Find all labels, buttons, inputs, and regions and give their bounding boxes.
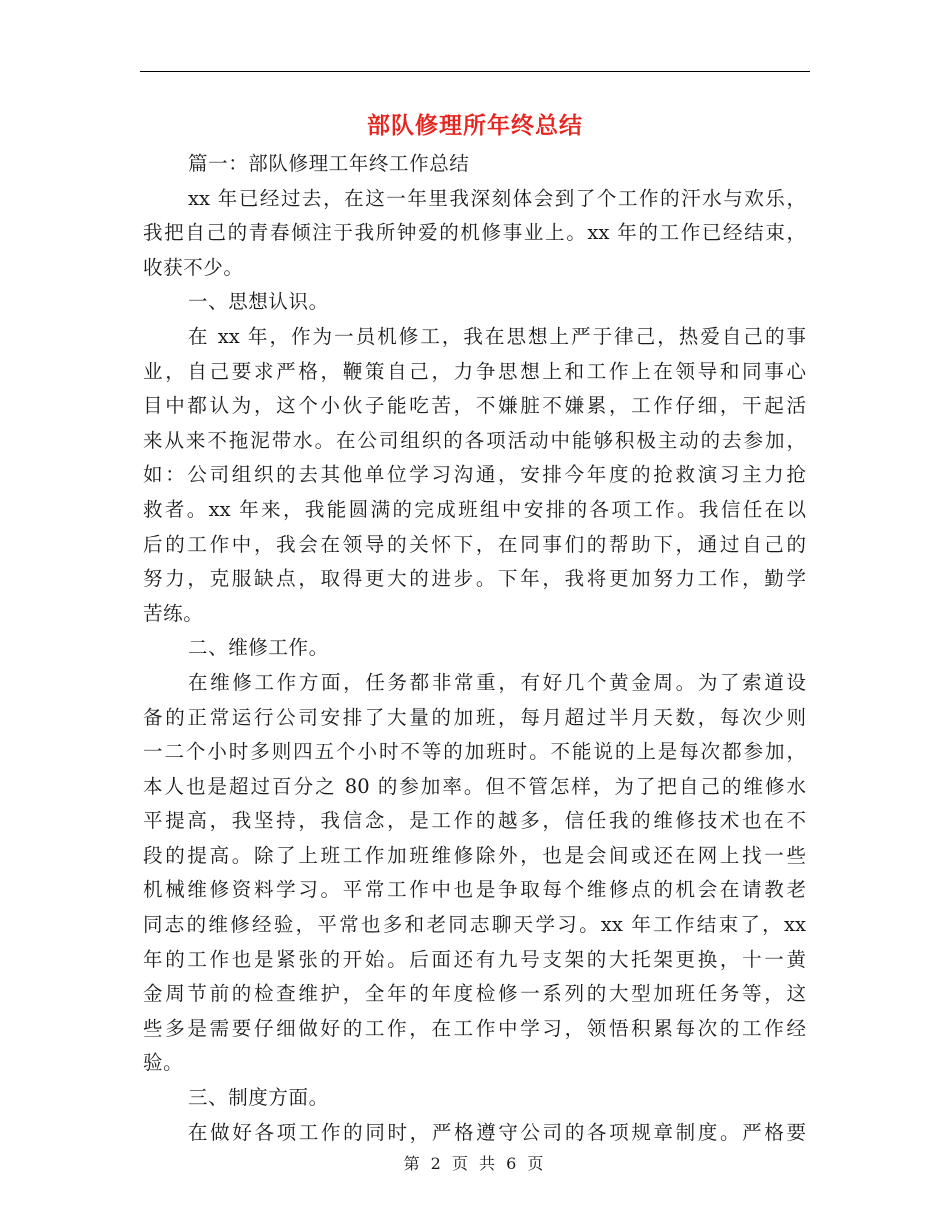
body-line: 本人也是超过百分之 80 的参加率。但不管怎样，为了把自己的维修水 bbox=[143, 774, 806, 798]
section-heading: 一、思想认识。 bbox=[188, 290, 329, 314]
body-line: 备的正常运行公司安排了大量的加班，每月超过半月天数，每次少则 bbox=[143, 705, 806, 729]
body-line: 在 xx 年，作为一员机修工，我在思想上严于律己，热爱自己的事 bbox=[188, 324, 806, 348]
body-line: 段的提高。除了上班工作加班维修除外，也是会间或还在网上找一些 bbox=[143, 843, 806, 867]
body-line: 在维修工作方面，任务都非常重，有好几个黄金周。为了索道设 bbox=[188, 670, 806, 694]
body-line: 验。 bbox=[143, 1051, 184, 1075]
document-body bbox=[143, 147, 806, 1150]
section-heading: 三、制度方面。 bbox=[188, 1086, 329, 1110]
body-line: 努力，克服缺点，取得更大的进步。下年，我将更加努力工作，勤学 bbox=[143, 567, 806, 591]
body-line: 一二个小时多则四五个小时不等的加班时。不能说的上是每次都参加， bbox=[143, 740, 806, 764]
body-line: 我把自己的青春倾注于我所钟爱的机修事业上。xx 年的工作已经结束， bbox=[143, 221, 806, 245]
body-line: 在做好各项工作的同时，严格遵守公司的各项规章制度。严格要 bbox=[188, 1120, 806, 1144]
body-line: 机械维修资料学习。平常工作中也是争取每个维修点的机会在请教老 bbox=[143, 878, 806, 902]
body-line: 平提高，我坚持，我信念，是工作的越多，信任我的维修技术也在不 bbox=[143, 809, 806, 833]
body-line: 后的工作中，我会在领导的关怀下，在同事们的帮助下，通过自己的 bbox=[143, 532, 806, 556]
page-number-footer: 第 2 页 共 6 页 bbox=[403, 1154, 547, 1173]
body-line: 些多是需要仔细做好的工作，在工作中学习，领悟积累每次的工作经 bbox=[143, 1016, 806, 1040]
body-line: 收获不少。 bbox=[143, 255, 244, 279]
body-line: 如：公司组织的去其他单位学习沟通，安排今年度的抢救演习主力抢 bbox=[143, 463, 806, 487]
body-line: 业，自己要求严格，鞭策自己，力争思想上和工作上在领导和同事心 bbox=[143, 359, 806, 383]
body-line: xx 年已经过去，在这一年里我深刻体会到了个工作的汗水与欢乐， bbox=[188, 186, 806, 210]
section-heading: 二、维修工作。 bbox=[188, 636, 329, 660]
document-title: 部队修理所年终总结 bbox=[367, 112, 583, 139]
body-line: 金周节前的检查维护，全年的年度检修一系列的大型加班任务等，这 bbox=[143, 982, 806, 1006]
body-line: 救者。xx 年来，我能圆满的完成班组中安排的各项工作。我信任在以 bbox=[143, 497, 806, 521]
body-line: 同志的维修经验，平常也多和老同志聊天学习。xx 年工作结束了，xx bbox=[143, 913, 806, 937]
body-line: 年的工作也是紧张的开始。后面还有九号支架的大托架更换，十一黄 bbox=[143, 947, 806, 971]
section-heading: 篇一：部队修理工年终工作总结 bbox=[188, 152, 470, 175]
body-line: 目中都认为，这个小伙子能吃苦，不嫌脏不嫌累，工作仔细，干起活 bbox=[143, 394, 806, 418]
header-rule bbox=[140, 71, 810, 72]
body-line: 苦练。 bbox=[143, 601, 204, 625]
body-line: 来从来不拖泥带水。在公司组织的各项活动中能够积极主动的去参加， bbox=[143, 428, 806, 452]
